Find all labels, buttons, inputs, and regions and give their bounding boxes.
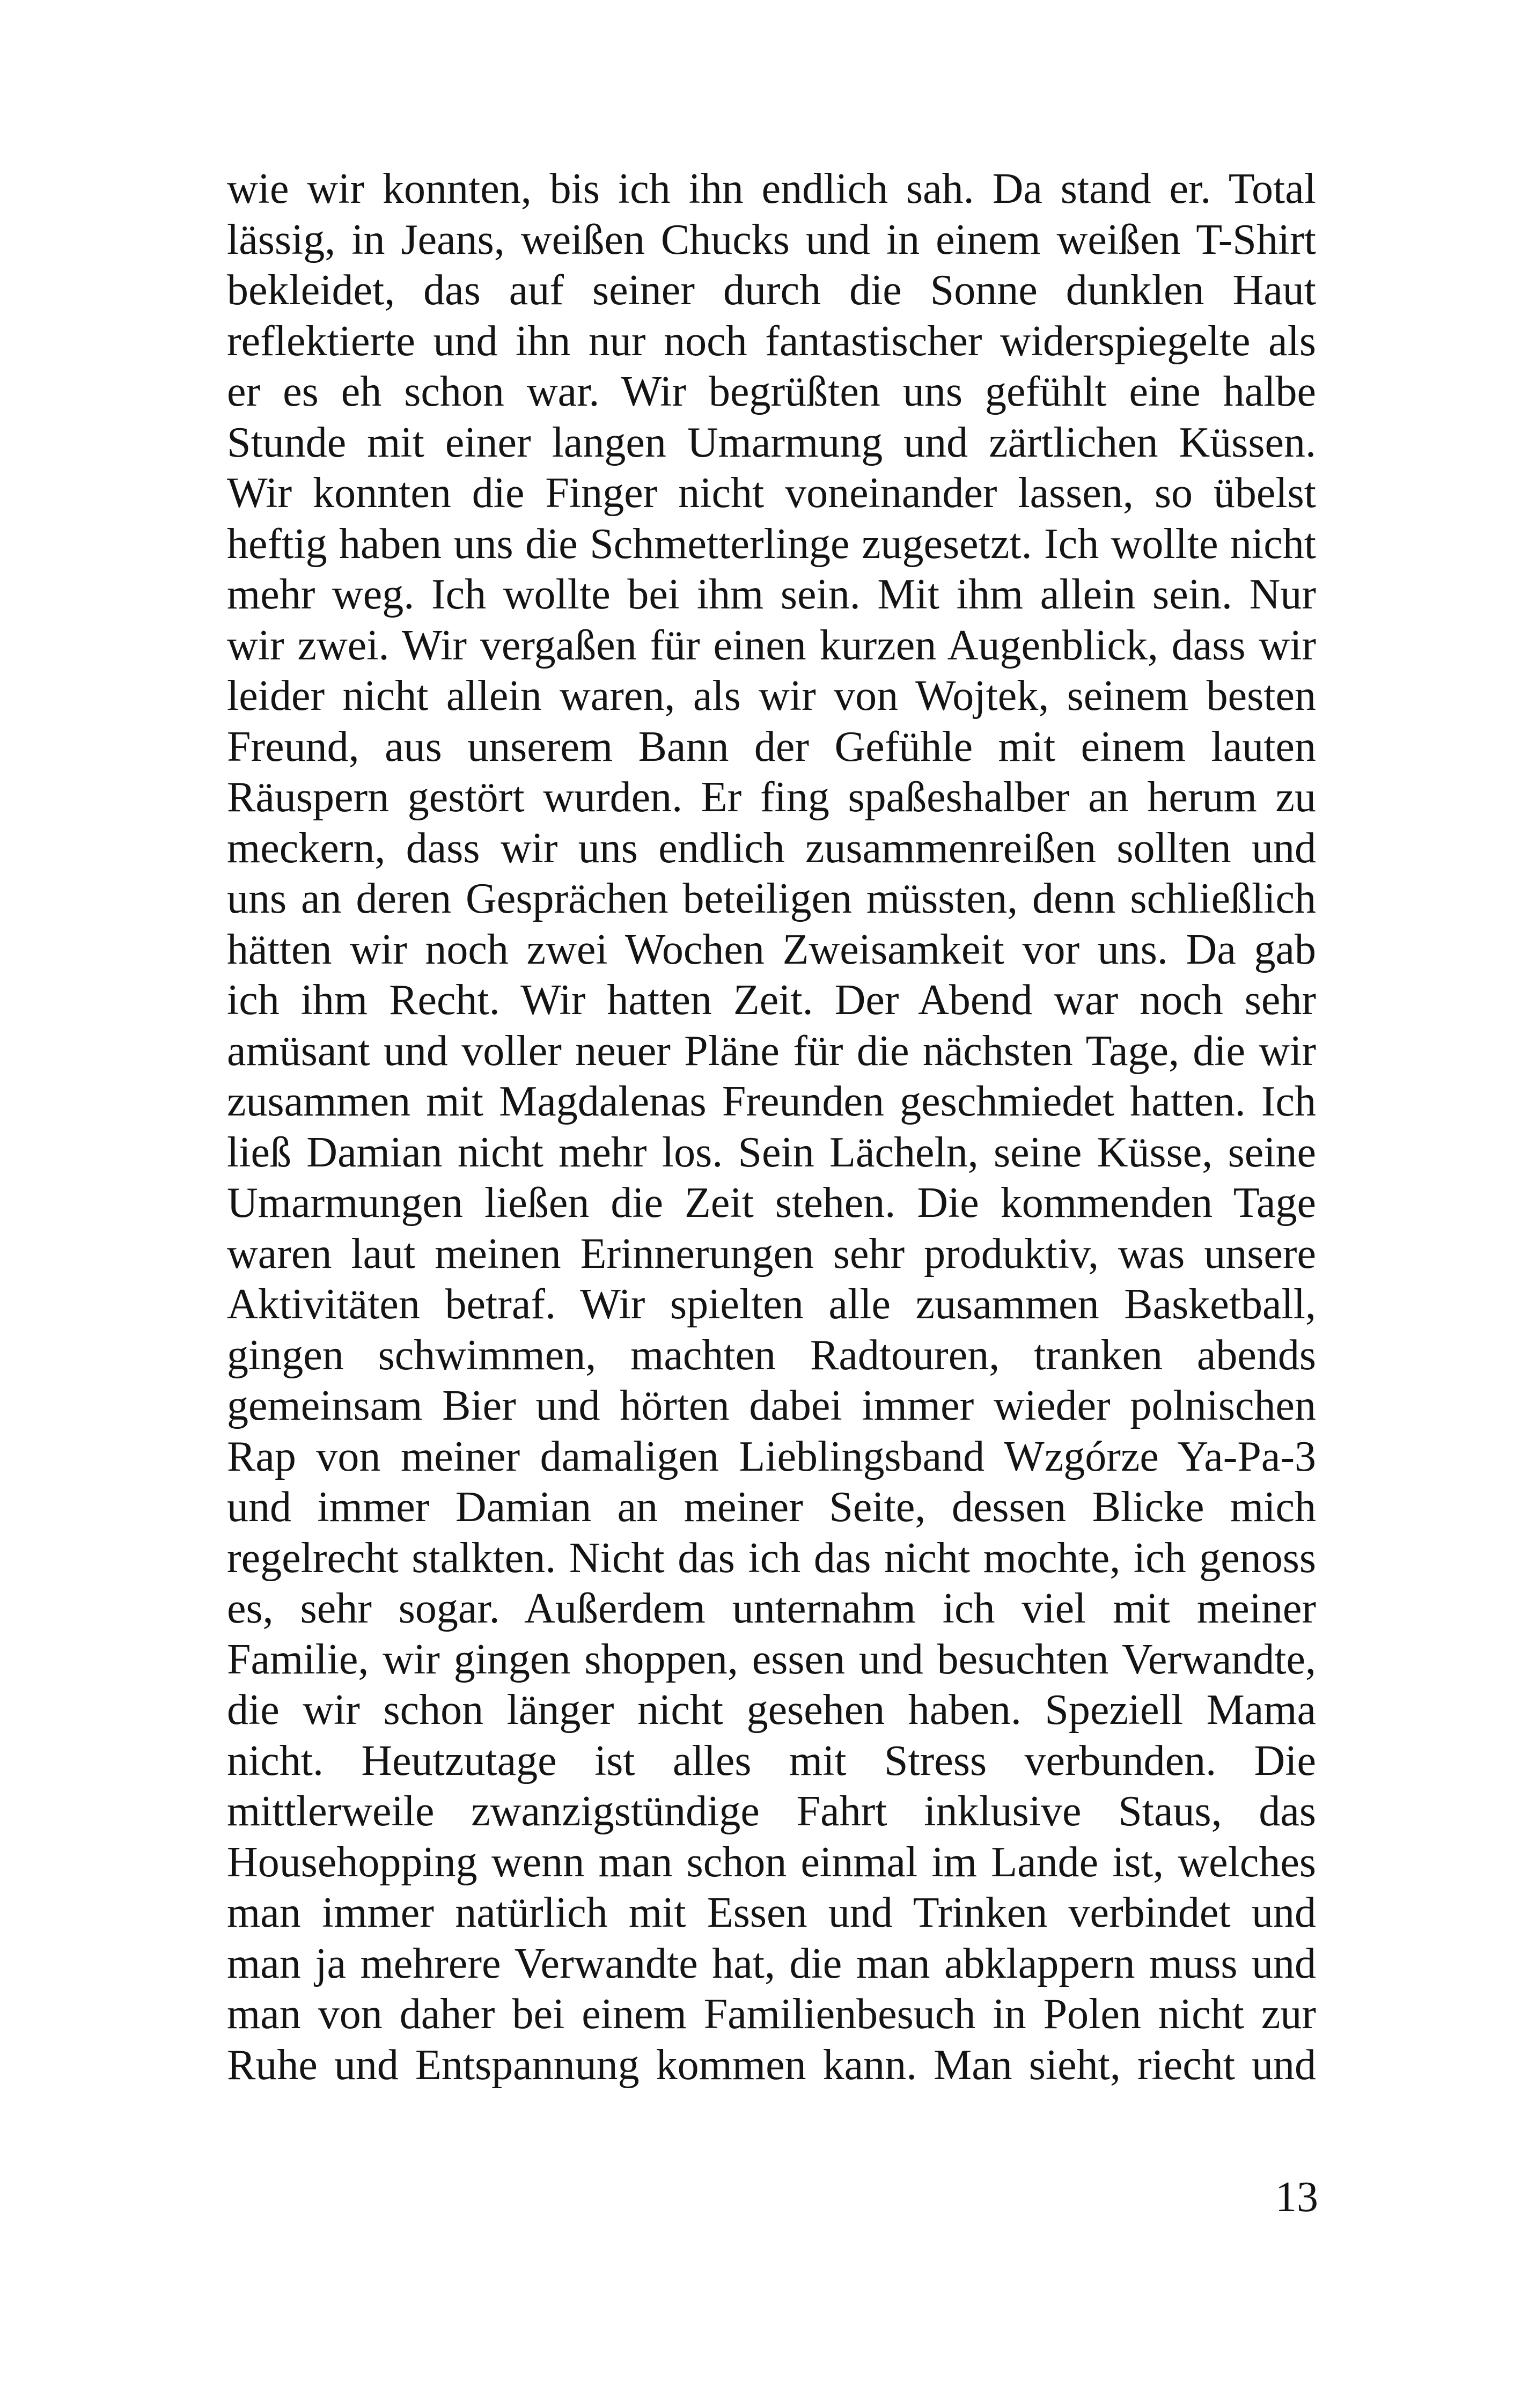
text-line: mehr weg. Ich wollte bei ihm sein. Mit ihm allein sein. Nur <box>227 571 1316 618</box>
text-line: leider nicht allein waren, als wir von Wojtek, seinem besten <box>227 672 1316 720</box>
text-line: Räuspern gestört wurden. Er fing spaßeshalber an herum zu <box>227 774 1316 821</box>
text-line: bekleidet, das auf seiner durch die Sonne dunklen Haut <box>227 267 1316 314</box>
text-line: ich ihm Recht. Wir hatten Zeit. Der Abend war noch sehr <box>227 977 1316 1024</box>
text-line: er es eh schon war. Wir begrüßten uns gefühlt eine halbe <box>227 368 1316 415</box>
text-line: die wir schon länger nicht gesehen haben. Speziell Mama <box>227 1686 1316 1734</box>
text-line: regelrecht stalkten. Nicht das ich das nicht mochte, ich genoss <box>227 1534 1316 1582</box>
text-line: man von daher bei einem Familienbesuch in Polen nicht zur <box>227 1991 1316 2038</box>
text-line: meckern, dass wir uns endlich zusammenreißen sollten und <box>227 824 1316 872</box>
text-line: Freund, aus unserem Bann der Gefühle mit einem lauten <box>227 723 1316 770</box>
text-line: gingen schwimmen, machten Radtouren, tranken abends <box>227 1331 1316 1379</box>
text-line: ließ Damian nicht mehr los. Sein Lächeln, seine Küsse, seine <box>227 1128 1316 1176</box>
text-line: wie wir konnten, bis ich ihn endlich sah. Da stand er. Total <box>227 165 1316 212</box>
text-line: lässig, in Jeans, weißen Chucks und in einem weißen T-Shirt <box>227 216 1316 263</box>
text-line: Stunde mit einer langen Umarmung und zärtlichen Küssen. <box>227 419 1316 466</box>
text-line: waren laut meinen Erinnerungen sehr produktiv, was unsere <box>227 1230 1316 1278</box>
text-line: Aktivitäten betraf. Wir spielten alle zusammen Basketball, <box>227 1281 1316 1328</box>
page-number: 13 <box>1275 2174 1318 2221</box>
text-line: Wir konnten die Finger nicht voneinander lassen, so übelst <box>227 469 1316 517</box>
text-line: man immer natürlich mit Essen und Trinken verbindet und <box>227 1889 1316 1936</box>
text-line: Umarmungen ließen die Zeit stehen. Die kommenden Tage <box>227 1179 1316 1227</box>
text-line: Househopping wenn man schon einmal im Lande ist, welches <box>227 1838 1316 1886</box>
text-line: es, sehr sogar. Außerdem unternahm ich viel mit meiner <box>227 1585 1316 1632</box>
text-line: Familie, wir gingen shoppen, essen und besuchten Verwandte, <box>227 1635 1316 1683</box>
text-line: nicht. Heutzutage ist alles mit Stress verbunden. Die <box>227 1737 1316 1785</box>
text-line: hätten wir noch zwei Wochen Zweisamkeit vor uns. Da gab <box>227 926 1316 973</box>
text-line: man ja mehrere Verwandte hat, die man abklappern muss und <box>227 1940 1316 1987</box>
text-line: Rap von meiner damaligen Lieblingsband Wzgórze Ya-Pa-3 <box>227 1433 1316 1480</box>
text-line: Ruhe und Entspannung kommen kann. Man sieht, riecht und <box>227 2041 1316 2089</box>
text-line: amüsant und voller neuer Pläne für die nächsten Tage, die wir <box>227 1027 1316 1075</box>
text-line: zusammen mit Magdalenas Freunden geschmiedet hatten. Ich <box>227 1078 1316 1125</box>
text-line: gemeinsam Bier und hörten dabei immer wieder polnischen <box>227 1382 1316 1429</box>
text-line: reflektierte und ihn nur noch fantastischer widerspiegelte als <box>227 317 1316 365</box>
text-line: heftig haben uns die Schmetterlinge zugesetzt. Ich wollte nicht <box>227 520 1316 568</box>
text-line: mittlerweile zwanzigstündige Fahrt inklusive Staus, das <box>227 1788 1316 1835</box>
text-line: wir zwei. Wir vergaßen für einen kurzen Augenblick, dass wir <box>227 621 1316 669</box>
text-line: uns an deren Gesprächen beteiligen müssten, denn schließlich <box>227 875 1316 922</box>
body-text <box>227 164 1316 2090</box>
text-line: und immer Damian an meiner Seite, dessen Blicke mich <box>227 1484 1316 1531</box>
